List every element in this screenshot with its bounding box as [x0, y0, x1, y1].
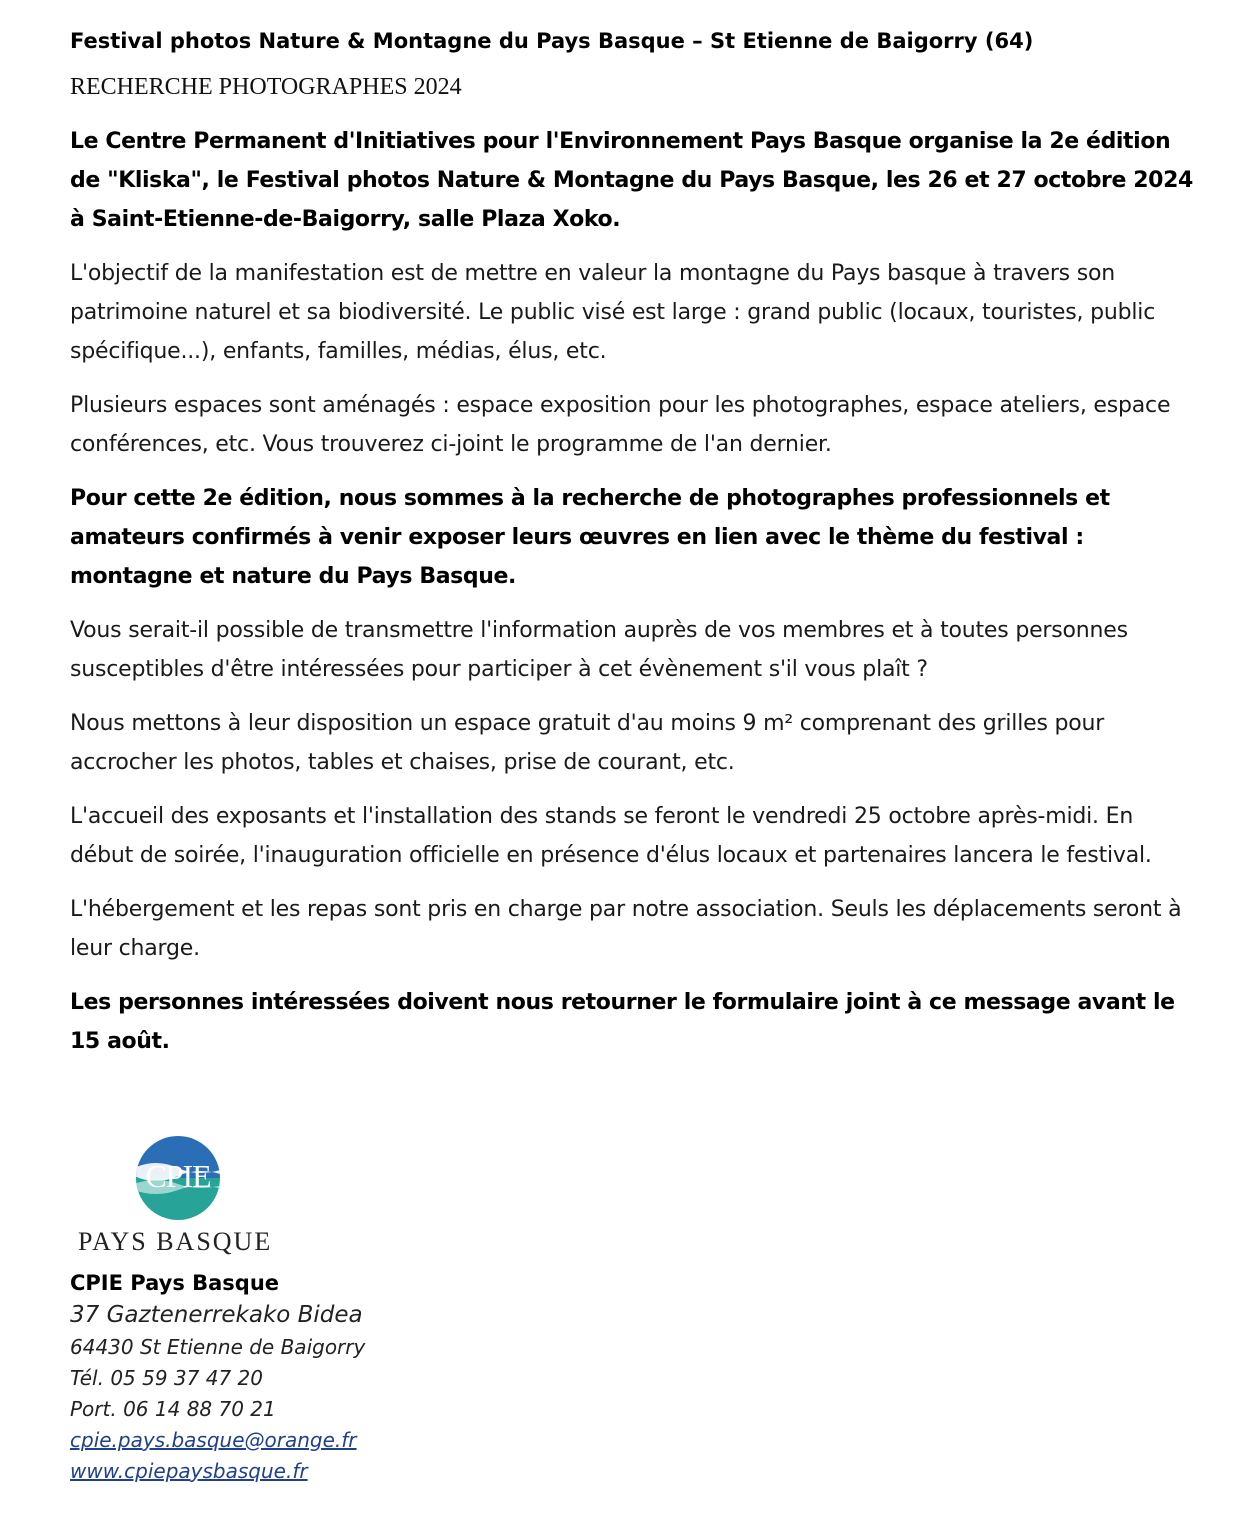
document-title: Festival photos Nature & Montagne du Pays Basque – St Etienne de Baigorry (64) [70, 29, 1034, 53]
signature-block [70, 1268, 365, 1487]
signature-phone: Tél. 05 59 37 47 20 [70, 1366, 263, 1390]
website-link[interactable]: www.cpiepaysbasque.fr [70, 1459, 308, 1483]
document-subtitle: RECHERCHE PHOTOGRAPHES 2024 [70, 74, 462, 100]
cpie-logo-letters: CPIE [145, 1158, 211, 1194]
document-page [70, 24, 1200, 1483]
signature-mobile: Port. 06 14 88 70 21 [70, 1397, 276, 1421]
signature-city: 64430 St Etienne de Baigorry [70, 1335, 366, 1359]
deadline-paragraph: Les personnes intéressées doivent nous retourner le formulaire joint à ce message avant le 15 août. [70, 990, 1175, 1054]
accommodation-paragraph: L'hébergement et les repas sont pris en charge par notre association. Seuls les déplacements seront à leur charge. [70, 897, 1182, 961]
call-for-photographers-paragraph: Pour cette 2e édition, nous sommes à la recherche de photographes professionnels et amateurs confirmés à venir exposer leurs œuvres en lien avec le thème du festival : montagne et nature du Pays Basque. [70, 486, 1110, 589]
objective-paragraph: L'objectif de la manifestation est de mettre en valeur la montagne du Pays basque à travers son patrimoine naturel et sa biodiversité. Le public visé est large : grand public (locaux, touristes, public spécifique...), enfants, familles, médias, élus, etc. [70, 261, 1156, 364]
cpie-logo [70, 1132, 290, 1264]
space-offer-paragraph: Nous mettons à leur disposition un espace gratuit d'au moins 9 m² comprenant des grilles pour accrocher les photos, tables et chaises, prise de courant, etc. [70, 711, 1105, 775]
request-paragraph: Vous serait-il possible de transmettre l'information auprès de vos membres et à toutes personnes susceptibles d'être intéressées pour participer à cet évènement s'il vous plaît ? [70, 618, 1128, 682]
schedule-paragraph: L'accueil des exposants et l'installation des stands se feront le vendredi 25 octobre après-midi. En début de soirée, l'inauguration officielle en présence d'élus locaux et partenaires lancera le festival. [70, 804, 1152, 868]
cpie-logo-mark [134, 1132, 226, 1224]
signature-org: CPIE Pays Basque [70, 1271, 280, 1295]
spaces-paragraph: Plusieurs espaces sont aménagés : espace exposition pour les photographes, espace ateliers, espace conférences, etc. Vous trouverez ci-joint le programme de l'an dernier. [70, 393, 1171, 457]
signature-street: 37 Gaztenerrekako Bidea [70, 1302, 363, 1328]
logo-caption: PAYS BASQUE [78, 1227, 273, 1256]
email-link[interactable]: cpie.pays.basque@orange.fr [70, 1428, 357, 1452]
intro-paragraph: Le Centre Permanent d'Initiatives pour l'Environnement Pays Basque organise la 2e édition de "Kliska", le Festival photos Nature & Montagne du Pays Basque, les 26 et 27 octobre 2024 à Saint-Etienne-de-Baigorry, salle Plaza Xoko. [70, 129, 1193, 232]
